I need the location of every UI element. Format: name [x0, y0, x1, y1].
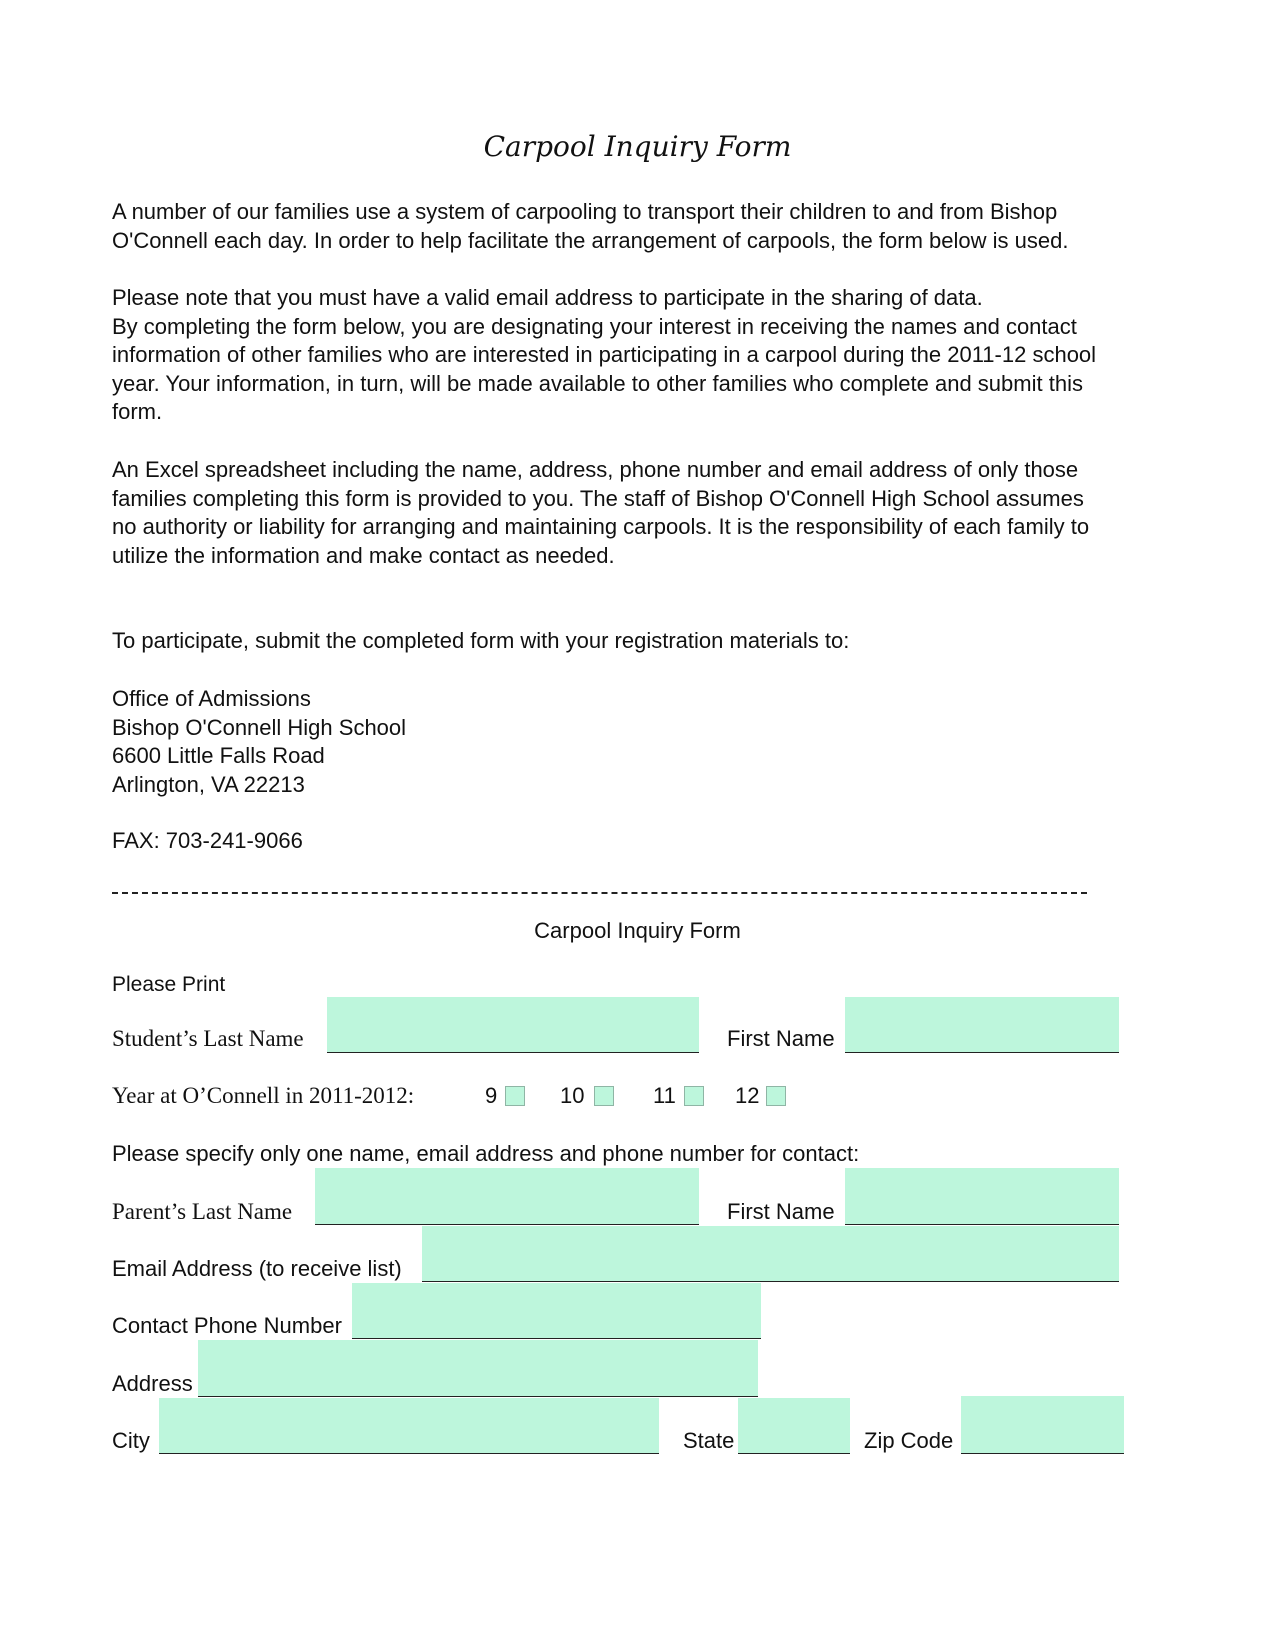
text-line: O'Connell each day. In order to help facilitate the arrangement of carpools, the form below is used. [112, 227, 1069, 253]
year-12-label: 12 [735, 1083, 760, 1108]
state-label: State [683, 1428, 735, 1453]
please-print-note: Please Print [112, 973, 226, 996]
year-10-label: 10 [560, 1083, 585, 1108]
text-line: information of other families who are interested in participating in a carpool during the 2011-12 school [112, 342, 1097, 367]
year-9-label: 9 [485, 1083, 498, 1108]
parent-last-name-label: Parent’s Last Name [112, 1199, 293, 1224]
student-first-name-field[interactable] [845, 997, 1119, 1053]
year-11-checkbox[interactable] [684, 1086, 704, 1106]
email-label: Email Address (to receive list) [112, 1256, 402, 1281]
text-line: By completing the form below, you are designating your interest in receiving the names and contact [112, 313, 1077, 339]
year-10-checkbox[interactable] [594, 1086, 614, 1106]
address-line: Office of Admissions [112, 686, 311, 711]
text-line: form. [112, 399, 163, 424]
intro-paragraph-2 [112, 284, 1172, 427]
intro-paragraph-3 [112, 456, 1172, 570]
city-label: City [112, 1428, 150, 1453]
state-field[interactable] [738, 1398, 850, 1454]
year-label: Year at O’Connell in 2011-2012: [112, 1083, 415, 1108]
address-field[interactable] [198, 1340, 758, 1397]
address-line: 6600 Little Falls Road [112, 743, 325, 768]
text-line: Please note that you must have a valid email address to participate in the sharing of data. [112, 285, 983, 310]
fax-number: FAX: 703-241-9066 [112, 828, 303, 853]
student-last-name-label: Student’s Last Name [112, 1026, 304, 1051]
address-line: Bishop O'Connell High School [112, 714, 407, 740]
year-12-checkbox[interactable] [766, 1086, 786, 1106]
submit-instruction: To participate, submit the completed form with your registration materials to: [112, 628, 850, 653]
form-subtitle: Carpool Inquiry Form [534, 918, 741, 943]
text-line: families completing this form is provided to you. The staff of Bishop O'Connell High School assumes [112, 485, 1084, 511]
text-line: no authority or liability for arranging and maintaining carpools. It is the responsibility of each family to [112, 514, 1090, 539]
address-label: Address [112, 1371, 193, 1396]
contact-instruction: Please specify only one name, email address and phone number for contact: [112, 1141, 860, 1166]
intro-paragraph-1 [112, 198, 1172, 255]
parent-first-name-field[interactable] [845, 1168, 1119, 1225]
text-line: An Excel spreadsheet including the name, address, phone number and email address of only those [112, 457, 1079, 482]
parent-first-name-label: First Name [727, 1199, 835, 1224]
year-11-label: 11 [653, 1083, 676, 1108]
phone-label: Contact Phone Number [112, 1313, 342, 1338]
student-last-name-field[interactable] [327, 997, 699, 1053]
address-line: Arlington, VA 22213 [112, 771, 305, 797]
student-first-name-label: First Name [727, 1026, 835, 1051]
parent-last-name-field[interactable] [315, 1168, 699, 1225]
text-line: utilize the information and make contact as needed. [112, 542, 615, 568]
email-field[interactable] [422, 1226, 1119, 1282]
mailing-address [112, 685, 406, 799]
zip-label: Zip Code [864, 1428, 954, 1453]
year-9-checkbox[interactable] [505, 1086, 525, 1106]
cut-line-divider [112, 892, 1087, 894]
text-line: year. Your information, in turn, will be made available to other families who complete and submit this [112, 370, 1083, 396]
document-title: Carpool Inquiry Form [483, 130, 792, 163]
phone-field[interactable] [352, 1283, 761, 1339]
text-line: A number of our families use a system of carpooling to transport their children to and from Bishop [112, 199, 1058, 224]
city-field[interactable] [159, 1398, 659, 1454]
zip-code-field[interactable] [961, 1396, 1124, 1454]
